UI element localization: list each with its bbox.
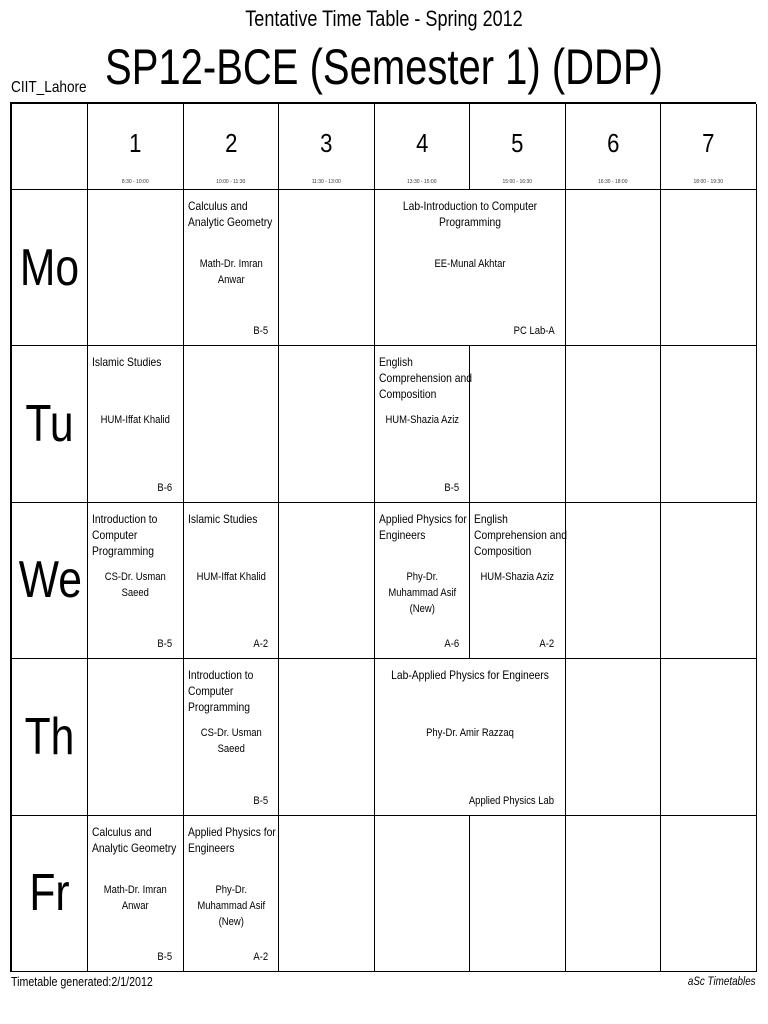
- generated-date: Timetable generated:2/1/2012: [11, 974, 153, 989]
- period-time: 10:00 - 11:30: [216, 179, 246, 185]
- lesson-room: A-6: [444, 638, 459, 651]
- day-name: Mo: [19, 238, 80, 297]
- period-number: 2: [224, 128, 237, 158]
- lesson-room: B-5: [253, 794, 268, 807]
- lesson-subject: Applied Physics for Engineers: [378, 511, 467, 542]
- lesson-room: A-2: [253, 950, 268, 963]
- day-name: Fr: [29, 864, 70, 923]
- day-label-th: [12, 659, 88, 815]
- lesson-subject: Lab-Introduction to Computer Programming: [402, 199, 537, 229]
- lesson-teacher: HUM-Shazia Aziz: [384, 414, 459, 427]
- period-number: 3: [320, 128, 333, 158]
- page-title: SP12-BCE (Semester 1) (DDP): [105, 39, 663, 95]
- empty-slot: [566, 346, 662, 502]
- lesson-room: B-6: [157, 481, 173, 494]
- lesson-room: B-5: [444, 481, 459, 494]
- period-header-1: [88, 104, 184, 190]
- lesson-subject: Introduction to Computer Programming: [187, 668, 253, 715]
- lesson-subject: Introduction to Computer Programming: [92, 511, 158, 558]
- day-name: We: [18, 551, 82, 610]
- period-time: 15:00 - 16:30: [502, 179, 532, 185]
- lesson-teacher: CS-Dr. Usman Saeed: [200, 727, 262, 756]
- lesson-card: [375, 190, 566, 346]
- lesson-teacher: Math-Dr. Imran Anwar: [199, 258, 263, 286]
- lesson-teacher: Phy-Dr. Amir Razzaq: [425, 727, 514, 740]
- lesson-subject: Lab-Applied Physics for Engineers: [390, 668, 549, 683]
- lesson-teacher: HUM-Iffat Khalid: [100, 414, 170, 427]
- lesson-card: [375, 503, 471, 659]
- lesson-card: [88, 816, 184, 972]
- lesson-card: [88, 503, 184, 659]
- lesson-teacher: Phy-Dr. Muhammad Asif (New): [387, 570, 456, 615]
- lesson-teacher: HUM-Shazia Aziz: [480, 570, 555, 583]
- day-name: Th: [24, 707, 75, 766]
- empty-slot: [661, 816, 757, 972]
- lesson-room: B-5: [157, 950, 173, 963]
- period-header-5: [470, 104, 566, 190]
- lesson-subject: Calculus and Analytic Geometry: [92, 824, 177, 855]
- empty-slot: [88, 190, 184, 346]
- empty-slot: [566, 503, 662, 659]
- period-number: 6: [606, 128, 619, 158]
- lesson-teacher: HUM-Iffat Khalid: [196, 570, 266, 583]
- period-header-2: [184, 104, 280, 190]
- lesson-room: A-2: [539, 638, 555, 651]
- empty-slot: [375, 816, 471, 972]
- lesson-card: [184, 190, 280, 346]
- period-number: 5: [511, 128, 524, 158]
- lesson-card: [88, 346, 184, 502]
- empty-slot: [279, 346, 375, 502]
- lesson-subject: Applied Physics for Engineers: [187, 824, 276, 855]
- empty-slot: [566, 190, 662, 346]
- corner-cell: [12, 104, 88, 190]
- lesson-room: A-2: [253, 638, 268, 651]
- lesson-subject: Islamic Studies: [92, 355, 162, 370]
- day-label-tu: [12, 346, 88, 502]
- lesson-teacher: EE-Munal Akhtar: [433, 258, 505, 270]
- period-header-7: [661, 104, 757, 190]
- empty-slot: [279, 503, 375, 659]
- empty-slot: [279, 190, 375, 346]
- lesson-room: B-5: [157, 638, 173, 651]
- empty-slot: [88, 659, 184, 815]
- lesson-room: PC Lab-A: [513, 325, 555, 338]
- day-label-fr: [12, 816, 88, 972]
- lesson-room: B-5: [253, 325, 268, 338]
- period-time: 11:30 - 13:00: [311, 179, 341, 185]
- empty-slot: [661, 659, 757, 815]
- lesson-card: [375, 346, 471, 502]
- lesson-subject: English Comprehension and Composition: [474, 511, 567, 558]
- period-number: 7: [702, 128, 715, 158]
- lesson-card: [375, 659, 566, 815]
- lesson-teacher: Phy-Dr. Muhammad Asif (New): [196, 883, 265, 928]
- lesson-card: [470, 503, 566, 659]
- day-name: Tu: [25, 395, 74, 454]
- page-subtitle: Tentative Time Table - Spring 2012: [245, 6, 523, 31]
- lesson-card: [184, 816, 280, 972]
- day-label-we: [12, 503, 88, 659]
- lesson-room: Applied Physics Lab: [469, 794, 555, 807]
- lesson-subject: English Comprehension and Composition: [378, 355, 472, 402]
- empty-slot: [566, 816, 662, 972]
- lesson-card: [184, 503, 280, 659]
- timetable-grid: [10, 102, 756, 972]
- lesson-subject: Islamic Studies: [187, 511, 257, 526]
- empty-slot: [279, 659, 375, 815]
- period-time: 13:30 - 15:00: [407, 179, 437, 185]
- lesson-subject: Calculus and Analytic Geometry: [187, 199, 272, 229]
- empty-slot: [184, 346, 280, 502]
- empty-slot: [566, 659, 662, 815]
- lesson-teacher: CS-Dr. Usman Saeed: [104, 570, 166, 599]
- period-header-4: [375, 104, 471, 190]
- empty-slot: [470, 346, 566, 502]
- empty-slot: [279, 816, 375, 972]
- period-time: 8:30 - 10:00: [121, 179, 149, 185]
- lesson-card: [184, 659, 280, 815]
- empty-slot: [470, 816, 566, 972]
- empty-slot: [661, 346, 757, 502]
- empty-slot: [661, 503, 757, 659]
- empty-slot: [661, 190, 757, 346]
- footer-brand: aSc Timetables: [688, 974, 756, 988]
- lesson-teacher: Math-Dr. Imran Anwar: [103, 883, 167, 912]
- period-time: 18:00 - 19:30: [693, 179, 723, 185]
- period-header-3: [279, 104, 375, 190]
- period-header-6: [566, 104, 662, 190]
- period-time: 16:30 - 18:00: [598, 179, 628, 185]
- period-number: 1: [129, 128, 142, 158]
- period-number: 4: [415, 128, 428, 158]
- day-label-mo: [12, 190, 88, 346]
- school-name: CIIT_Lahore: [11, 79, 87, 96]
